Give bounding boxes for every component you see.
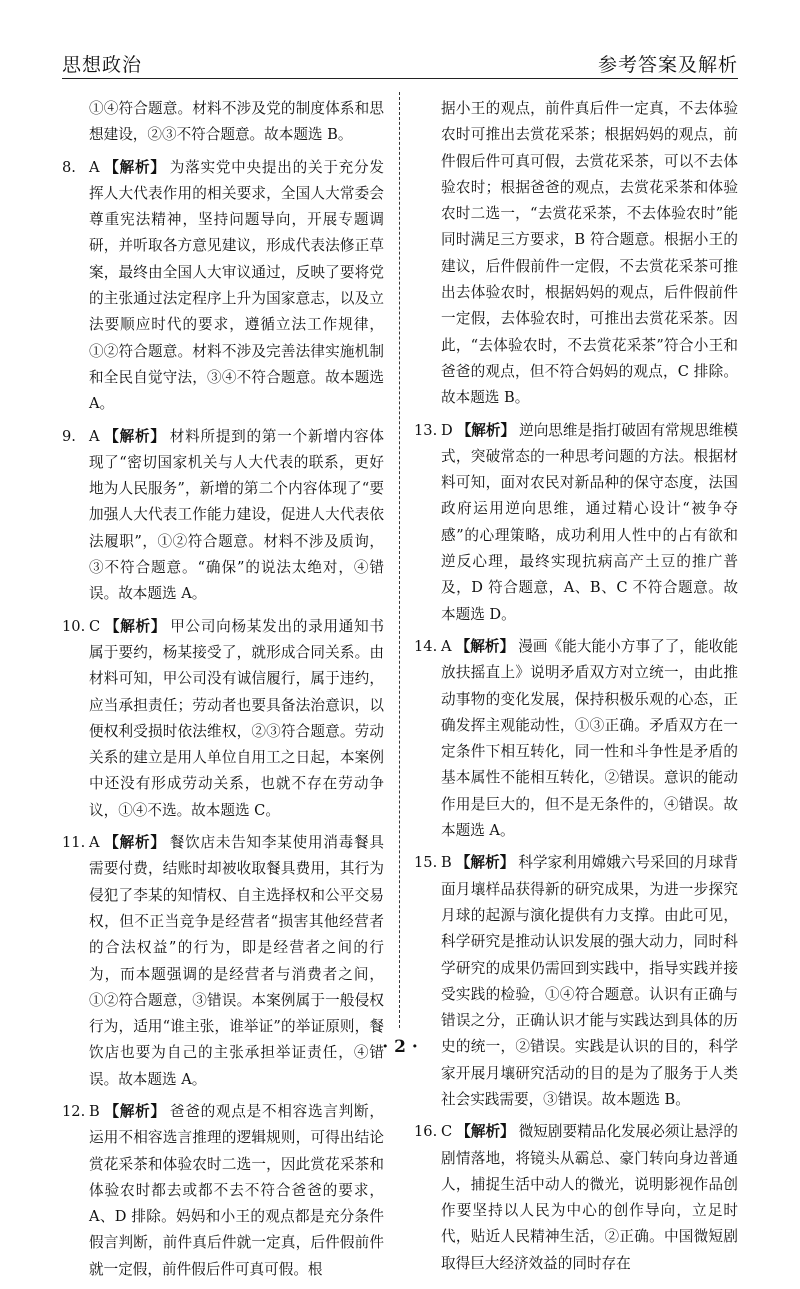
analysis-text: 为落实党中央提出的关于充分发挥人大代表作用的相关要求，全国人大常委会尊重宪法精神，坚持问题导向，开展专题调研，并听取各方意见建议，形成代表法修正草案，最终由全国人大审议通过，反映了要将党的主张通过法定程序上升为国家意志，以及立法要顺应时代的要求，遵循立法工作规律，①②符合题意。材料不涉及完善法律实施机制和全民自觉守法，③④不符合题意。故本题选 A。: [89, 158, 384, 413]
answer-item: [414, 634, 738, 844]
analysis-text: 餐饮店未告知李某使用消毒餐具需要付费，结账时却被收取餐具费用，其行为侵犯了李某的知情权、自主选择权和公平交易权，但不正当竞争是经营者“损害其他经营者的合法权益”的行为，即是经营者之间的行为，而本题强调的是经营者与消费者之间，①②符合题意，③错误。本案例属于一般侵权行为，适用“谁主张，谁举证”的举证原则，餐饮店也要为自己的主张承担举证责任，④错误。故本题选 A。: [89, 834, 384, 1088]
analysis-text: 微短剧要精品化发展必须让悬浮的剧情落地，将镜头从霸总、豪门转向身边普通人，捕捉生活中动人的微光，说明影视作品创作要坚持以人民为中心的创作导向，立足时代，贴近人民精神生活，②正确。中国微短剧取得巨大经济效益的同时存在: [441, 1123, 738, 1272]
answer-item: [414, 1119, 738, 1277]
analysis-text: 逆向思维是指打破固有常规思维模式，突破常态的一种思考问题的方法。根据材料可知，面对农民对新品种的保守态度，法国政府运用逆向思维，通过精心设计“被争夺感”的心理策略，成功利用人性中的占有欲和逆反心理，最终实现抗病高产土豆的推广普及，D 符合题意，A、B、C 不符合题意。故本题选 D。: [441, 421, 739, 623]
answer-letter: B: [89, 1102, 100, 1120]
analysis-tag: 【解析】: [103, 1102, 166, 1120]
answer-letter: A: [89, 427, 100, 445]
question-number: 10.: [62, 617, 86, 635]
right-column: [414, 96, 739, 1283]
answer-letter: D: [441, 421, 453, 439]
answer-item: [62, 424, 384, 608]
answer-letter: C: [89, 617, 101, 635]
analysis-text: 甲公司向杨某发出的录用通知书属于要约，杨某接受了，就形成合同关系。由材料可知，甲公司没有诚信履行，属于违约，应当承担责任；劳动者也要具备法治意识，以便权利受损时依法维权，②③符合题意。劳动关系的建立是用人单位自用工之日起，本案例中还没有形成劳动关系，也就不存在劳动争议，①④不选。故本题选 C。: [89, 617, 384, 819]
answer-item: [62, 1099, 384, 1283]
subject-title: 思想政治: [62, 54, 143, 76]
question-number: 9.: [62, 427, 76, 445]
analysis-tag: 【解析】: [103, 834, 166, 852]
answer-item: [62, 155, 384, 418]
analysis-text: 漫画《能大能小方事了了，能收能放扶摇直上》说明矛盾双方对立统一，由此推动事物的变化发展，保持积极乐观的心态，正确发挥主观能动性，①③正确。矛盾双方在一定条件下相互转化，同一性和斗争性是矛盾的基本属性不能相互转化，②错误。意识的能动作用是巨大的，但不是无条件的，④错误。故本题选 A。: [441, 637, 738, 840]
analysis-tag: 【解析】: [456, 421, 516, 439]
answer-letter: A: [89, 158, 100, 176]
question-number: 11.: [62, 834, 86, 852]
analysis-text: 科学家利用嫦娥六号采回的月球背面月壤样品获得新的研究成果，为进一步探究月球的起源与演化提供有力支撑。由此可见，科学研究是推动认识发展的强大动力，同时科学研究的成果仍需回到实践中，指导实践并接受实践的检验，①④符合题意。认识有正确与错误之分，正确认识才能与实践达到具体的历史的统一，②错误。实践是认识的目的，科学家开展月壤研究活动的目的是为了服务于人类社会实践需要，③错误。故本题选 B。: [441, 854, 738, 1108]
analysis-tag: 【解析】: [455, 854, 515, 872]
answer-letter: A: [89, 834, 100, 852]
continued-answer: 据小王的观点，前件真后件一定真，不去体验农时可推出去赏花采茶；根据妈妈的观点，前件假后件可真可假，去赏花采茶，可以不去体验农时；根据爸爸的观点，去赏花采茶和体验农时二选一，“去赏花采茶，不去体验农时”能同时满足三方要求，B 符合题意。根据小王的建议，后件假前件一定假，不去赏花采茶可推出去体验农时，根据妈妈的观点，后件假前件一定假，去体验农时，可推出去赏花采茶。因此，“去体验农时，不去赏花采茶”符合小王和爸爸的观点，但不符合妈妈的观点，C 排除。故本题选 B。: [441, 100, 738, 407]
question-number: 13.: [414, 421, 438, 439]
page-header: [62, 38, 738, 79]
analysis-tag: 【解析】: [103, 427, 166, 445]
question-number: 15.: [414, 854, 438, 872]
page-number: · 2 ·: [382, 1037, 418, 1057]
section-title: 参考答案及解析: [597, 54, 738, 76]
analysis-text: 爸爸的观点是不相容选言判断，运用不相容选言推理的逻辑规则，可得出结论赏花采茶和体验农时二选一，因此赏花采茶和体验农时都去或都不去不符合爸爸的要求，A、D 排除。妈妈和小王的观点都是充分条件假言判断，前件真后件就一定真，后件假前件就一定假，前件假后件可真可假。根: [89, 1102, 384, 1278]
answer-item: [62, 614, 384, 824]
answer-letter: A: [441, 637, 452, 655]
analysis-tag: 【解析】: [104, 617, 167, 635]
answer-item: [414, 850, 738, 1113]
left-column: [62, 96, 384, 1289]
question-number: 12.: [62, 1102, 86, 1120]
column-divider: [399, 92, 400, 1028]
question-number: 8.: [62, 158, 76, 176]
continued-answer: ①④符合题意。材料不涉及党的制度体系和思想建设，②③不符合题意。故本题选 B。: [89, 100, 384, 144]
answer-item: [414, 418, 739, 628]
analysis-tag: 【解析】: [103, 158, 166, 176]
analysis-tag: 【解析】: [455, 637, 515, 655]
question-number: 16.: [414, 1123, 438, 1141]
answer-letter: B: [441, 854, 452, 872]
question-number: 14.: [414, 637, 438, 655]
analysis-tag: 【解析】: [456, 1123, 515, 1141]
answer-letter: C: [441, 1123, 453, 1141]
analysis-text: 材料所提到的第一个新增内容体现了“密切国家机关与人大代表的联系，更好地为人民服务”，新增的第二个内容体现了“要加强人大代表工作能力建设，促进人大代表依法履职”，①②符合题意。材料不涉及质询，③不符合题意。“确保”的说法太绝对，④错误。故本题选 A。: [89, 427, 384, 603]
